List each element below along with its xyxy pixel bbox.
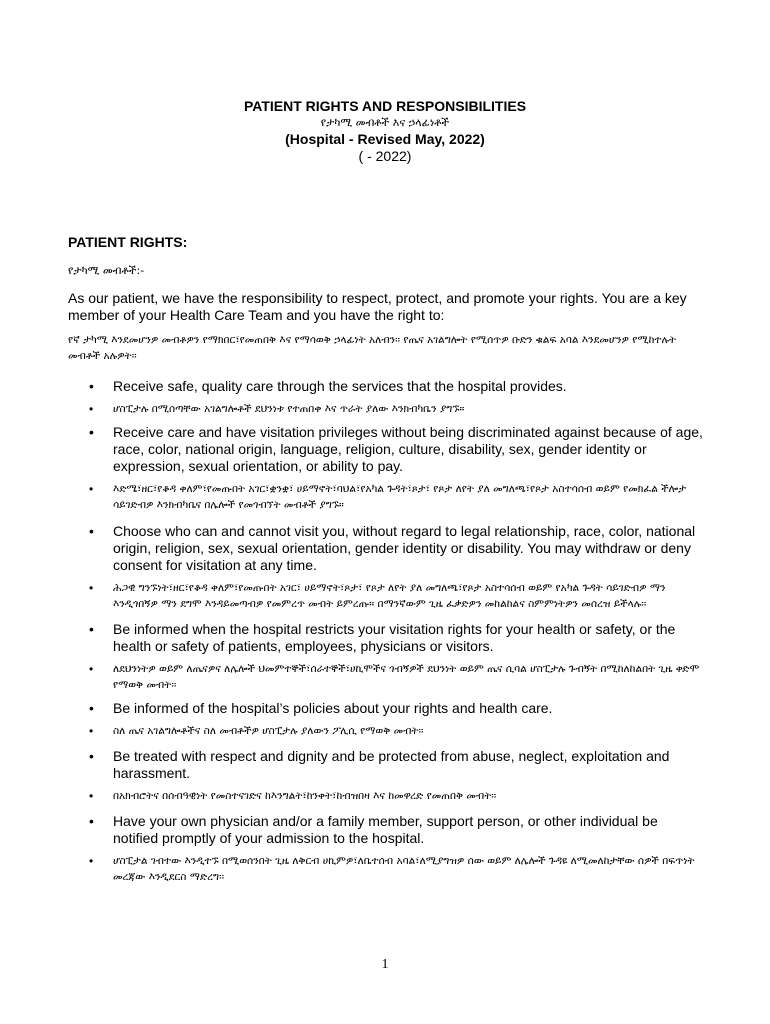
bullet-icon: •	[89, 482, 94, 496]
document-year: ( - 2022)	[358, 148, 412, 164]
page-number: 1	[381, 957, 389, 972]
right-text-english: Have your own physician and/or a family member, support person, or other individual be notified promptly of your admission to the hospital.	[113, 813, 658, 846]
right-item-english	[0, 621, 770, 655]
right-item-amharic	[0, 401, 770, 417]
section-heading-amharic: የታካሚ መብቶች:-	[68, 264, 145, 277]
right-item-amharic	[0, 580, 770, 612]
right-text-english: Be informed of the hospital’s policies about your rights and health care.	[113, 700, 553, 716]
bullet-icon: •	[89, 402, 94, 416]
right-item-amharic	[0, 723, 770, 739]
bullet-icon: •	[89, 700, 94, 716]
right-text-amharic: እድሜ፣ዘር፣የቆዳ ቀለም፣የመጡበት አገር፣ቋንቋ፣ ሀይማኖት፣ባህል፣የአካል ጉዳት፣ጾታ፣ የጾታ ለየት ያለ መግለጫ፣የጾታ አስተሳሰብ ወይም የመክፈል ችሎታ ሳይገድብዎ እንክብካቤና በሌሎች የመጎብኘት መብቶች ያግኙ።	[113, 483, 687, 511]
right-text-amharic: ሕጋዊ ግንኙነት፣ዘር፣የቆዳ ቀለም፣የመጡበት አገር፣ ሀይማኖት፣ጾታ፣ የጾታ ለየት ያለ መግለጫ፣የጾታ አስተሳሰብ ወይም የአካል ጉዳት ሳይገድብዎ ማን እንዲጎበኝዎ ማን ደግሞ እንዳይመጣብዎ የመምረጥ መብት ይምረጡ። በማንኛውም ጊዜ ፈቃድዎን መከልከልና ስምምነትዎን መሰረዝ ይችላሉ፡፡	[113, 582, 666, 610]
right-item-english	[0, 748, 770, 782]
bullet-icon: •	[89, 813, 94, 829]
bullet-icon: •	[89, 662, 94, 676]
right-text-amharic: ስለ ጤና አገልግሎቶችና ስለ መብቶችዎ ሆስፒታሉ ያለውን ፖሊሲ የማወቅ መብት፡፡	[113, 725, 424, 737]
right-item-english	[0, 523, 770, 574]
right-text-english: Receive care and have visitation privileges without being discriminated against because of age, race, color, national origin, language, religion, culture, disability, sex, gender identity or expression, sexual orientation, or ability to pay.	[113, 424, 703, 474]
right-text-english: Be treated with respect and dignity and be protected from abuse, neglect, exploitation and harassment.	[113, 748, 670, 781]
document-title: PATIENT RIGHTS AND RESPONSIBILITIES	[243, 98, 527, 114]
bullet-icon: •	[89, 748, 94, 764]
bullet-icon: •	[89, 621, 94, 637]
right-item-amharic	[0, 788, 770, 804]
bullet-icon: •	[89, 854, 94, 868]
right-text-english: Choose who can and cannot visit you, without regard to legal relationship, race, color, national origin, religion, sex, sexual orientation, gender identity or disability. You may withdraw or deny consent for visitation at any time.	[113, 523, 696, 573]
right-text-amharic: ሆስፒታሉ በሚሰጣቸው አገልግሎቶች ደህንነቱ የተጠበቀ እና ጥራት ያለው እንክብካቤን ያግኙ።	[113, 403, 465, 415]
intro-paragraph: As our patient, we have the responsibility to respect, protect, and promote your rights. You are a key member of your Health Care Team and you have the right to:	[68, 290, 687, 323]
right-text-amharic: ሆስፒታል ገብተው እንዲተኙ በሚወሰንበት ጊዜ ለቅርብ ሀኪምዎ፣ለቤተሰብ አባል፣ለሚያግዝዎ ሰው ወይም ለሌሎች ጉዳዩ ለሚመለከታቸው ሰዎች በፍጥነት መረጃው እንዲደርስ ማድረግ፡፡	[113, 855, 695, 883]
bullet-icon: •	[89, 424, 94, 440]
section-heading: PATIENT RIGHTS:	[68, 234, 188, 250]
document-header	[0, 98, 770, 165]
right-item-english	[0, 424, 770, 475]
document-title-amharic: የታካሚ መብቶች እና ኃላፊነቶች	[320, 116, 450, 129]
right-item-amharic	[0, 853, 770, 885]
right-item-english	[0, 700, 770, 717]
right-item-english	[0, 378, 770, 395]
right-item-amharic	[0, 661, 770, 693]
intro-paragraph-amharic: የኛ ታካሚ እንደመሆንዎ መብቶዎን የማክበር፣የመጠበቅ እና የማሳወቅ ኃላፊነት አለብን፡፡ የጤና አገልግሎት የሚሰጥዎ ቡድን ቁልፍ አባል እንደመሆንዎ የሚከተሉት መብቶች አሉዎት፡፡	[68, 334, 677, 362]
bullet-icon: •	[89, 789, 94, 803]
right-text-amharic: ለደህንነትዎ ወይም ለጤናዎና ለሌሎች ህመምተኞች፣ሰራተኞች፣ሀኪሞችና ጎብኝዎች ደህንነት ወይም ጤና ሲባል ሆስፒታሉ ጉብኝት በሚከለከልበት ጊዜ ቀድሞ የማወቅ መብት፡፡	[113, 663, 700, 691]
bullet-icon: •	[89, 378, 94, 394]
bullet-icon: •	[89, 523, 94, 539]
bullet-icon: •	[89, 724, 94, 738]
right-item-english	[0, 813, 770, 847]
document-subtitle: (Hospital - Revised May, 2022)	[285, 131, 485, 147]
right-text-english: Receive safe, quality care through the services that the hospital provides.	[113, 378, 567, 394]
rights-list	[0, 378, 770, 885]
right-text-amharic: በአክብሮትና በሰብዓዊነት የመስተናገድና ከእንግልት፣ከንቀት፣ከብዝበዛ እና ከመዋረድ የመጠበቅ መብት፡፡	[113, 790, 497, 802]
right-item-amharic	[0, 481, 770, 513]
right-text-english: Be informed when the hospital restricts your visitation rights for your health or safety, or the health or safety of patients, employees, physicians or visitors.	[113, 621, 676, 654]
bullet-icon: •	[89, 581, 94, 595]
